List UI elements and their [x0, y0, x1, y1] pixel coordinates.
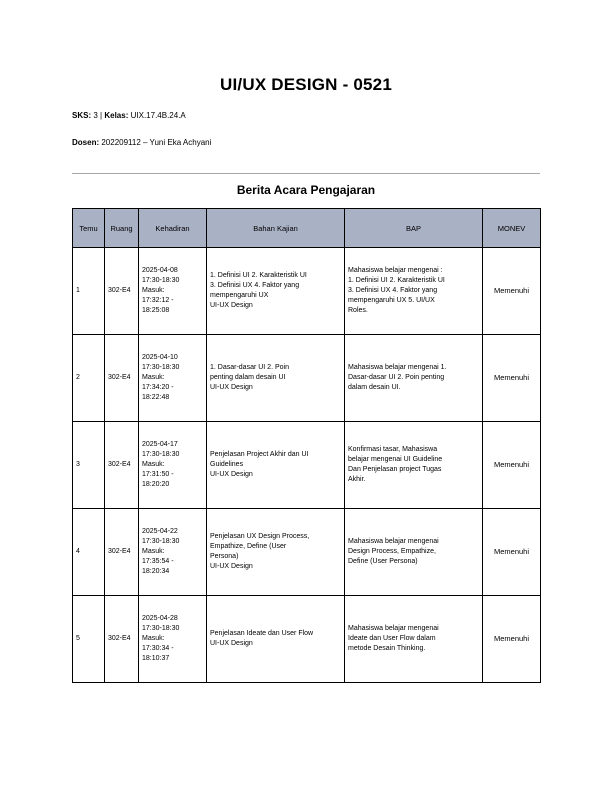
cell-bap [345, 248, 483, 335]
kehadiran-line: 17:34:20 - [142, 384, 174, 391]
kehadiran-line: 2025-04-10 [142, 354, 178, 361]
bap-line: Dan Penjelasan project Tugas [348, 466, 442, 473]
kehadiran-line: 18:20:20 [142, 481, 170, 488]
cell-kehadiran [139, 422, 207, 509]
cell-bahan-kajian [207, 248, 345, 335]
bap-line: dalam desain UI. [348, 384, 401, 391]
bap-line: Roles. [348, 307, 368, 314]
kehadiran-line: 17:30-18:30 [142, 625, 180, 632]
teaching-record-table [72, 208, 541, 683]
document-title: UI/UX DESIGN - 0521 [220, 75, 392, 94]
bahan-line: 1. Dasar-dasar UI 2. Poin [210, 364, 289, 371]
cell-bap [345, 422, 483, 509]
bap-line: Mahasiswa belajar mengenai [348, 625, 439, 632]
bahan-line: UI-UX Design [210, 384, 253, 391]
table-row [73, 335, 541, 422]
kehadiran-line: 2025-04-08 [142, 267, 178, 274]
bahan-line: Empathize, Define (User [210, 543, 287, 550]
kehadiran-line: 17:30-18:30 [142, 451, 180, 458]
cell-kehadiran [139, 596, 207, 683]
kehadiran-line: 17:30-18:30 [142, 538, 180, 545]
kehadiran-line: 2025-04-22 [142, 528, 178, 535]
bahan-line: 3. Definisi UX 4. Faktor yang [210, 282, 300, 289]
section-title: Berita Acara Pengajaran [236, 183, 376, 197]
bahan-line: Penjelasan UX Design Process, [210, 533, 310, 540]
kehadiran-line: 18:25:08 [142, 307, 170, 314]
dosen-label: Dosen: [72, 138, 100, 147]
bap-line: Konfirmasi tasar, Mahasiswa [348, 446, 438, 453]
bahan-line: Penjelasan Ideate dan User Flow [210, 630, 314, 637]
cell-bahan-kajian [207, 335, 345, 422]
cell-temu: 1 [73, 248, 105, 335]
header-bap: BAP [345, 209, 483, 248]
cell-temu: 3 [73, 422, 105, 509]
header-bahan-kajian: Bahan Kajian [207, 209, 345, 248]
kehadiran-line: 17:30-18:30 [142, 277, 180, 284]
bap-line: metode Desain Thinking. [348, 645, 426, 652]
bap-line: Dasar-dasar UI 2. Poin penting [348, 374, 445, 381]
bap-line: Mahasiswa belajar mengenai [348, 538, 439, 545]
cell-ruang: 302-E4 [105, 422, 139, 509]
cell-bahan-kajian [207, 422, 345, 509]
header-temu: Temu [73, 209, 105, 248]
cell-temu: 2 [73, 335, 105, 422]
kehadiran-line: 17:31:50 - [142, 471, 174, 478]
cell-bap [345, 596, 483, 683]
bahan-line: UI-UX Design [210, 640, 253, 647]
bap-line: Define (User Persona) [348, 558, 418, 565]
bahan-line: Guidelines [210, 461, 244, 468]
bahan-line: mempengaruhi UX [210, 292, 269, 299]
bahan-line: 1. Definisi UI 2. Karakteristik UI [210, 272, 307, 279]
kehadiran-line: Masuk: [142, 635, 165, 642]
bahan-line: UI-UX Design [210, 302, 253, 309]
kehadiran-line: 17:32:12 - [142, 297, 174, 304]
cell-monev: Memenuhi [483, 248, 541, 335]
kehadiran-line: Masuk: [142, 461, 165, 468]
kehadiran-line: 18:22:48 [142, 394, 170, 401]
cell-monev: Memenuhi [483, 509, 541, 596]
bap-line: Mahasiswa belajar mengenai : [348, 267, 443, 274]
bap-line: 3. Definisi UX 4. Faktor yang [348, 287, 438, 294]
course-meta [72, 111, 186, 120]
bahan-line: Persona) [210, 553, 239, 560]
kehadiran-line: 17:30:34 - [142, 645, 174, 652]
kehadiran-line: 2025-04-17 [142, 441, 178, 448]
bap-line: Design Process, Empathize, [348, 548, 436, 555]
cell-temu: 4 [73, 509, 105, 596]
header-monev: MONEV [483, 209, 541, 248]
bap-line: mempengaruhi UX 5. UI/UX [348, 297, 435, 304]
sks-label: SKS: [72, 111, 92, 120]
lecturer-meta [72, 138, 211, 147]
cell-ruang: 302-E4 [105, 509, 139, 596]
bap-line: Mahasiswa belajar mengenai 1. [348, 364, 447, 371]
bap-line: Ideate dan User Flow dalam [348, 635, 436, 642]
cell-kehadiran [139, 248, 207, 335]
bahan-line: UI-UX Design [210, 563, 253, 570]
cell-bap [345, 335, 483, 422]
cell-kehadiran [139, 509, 207, 596]
kehadiran-line: 18:10:37 [142, 655, 170, 662]
cell-monev: Memenuhi [483, 335, 541, 422]
kehadiran-line: Masuk: [142, 374, 165, 381]
kehadiran-line: 17:30-18:30 [142, 364, 180, 371]
cell-monev: Memenuhi [483, 422, 541, 509]
kelas-label: Kelas: [104, 111, 129, 120]
table-row [73, 596, 541, 683]
header-ruang: Ruang [105, 209, 139, 248]
bap-line: Akhir. [348, 476, 366, 483]
table-header-row [73, 209, 541, 248]
bap-line: belajar mengenai UI Guideline [348, 456, 443, 463]
meta-separator: | [100, 111, 103, 120]
bahan-line: penting dalam desain UI [210, 374, 286, 381]
cell-temu: 5 [73, 596, 105, 683]
kehadiran-line: 18:20:34 [142, 568, 170, 575]
cell-monev: Memenuhi [483, 596, 541, 683]
cell-bap [345, 509, 483, 596]
cell-bahan-kajian [207, 509, 345, 596]
kelas-value: UIX.17.4B.24.A [130, 111, 186, 120]
table-row [73, 248, 541, 335]
cell-kehadiran [139, 335, 207, 422]
kehadiran-line: Masuk: [142, 287, 165, 294]
cell-ruang: 302-E4 [105, 248, 139, 335]
section-divider [72, 173, 540, 174]
bap-line: 1. Definisi UI 2. Karakteristik UI [348, 277, 445, 284]
bahan-line: UI-UX Design [210, 471, 253, 478]
dosen-value: 202209112 – Yuni Eka Achyani [101, 138, 212, 147]
sks-value: 3 [93, 111, 98, 120]
cell-ruang: 302-E4 [105, 335, 139, 422]
table-row [73, 509, 541, 596]
cell-bahan-kajian [207, 596, 345, 683]
table-row [73, 422, 541, 509]
cell-ruang: 302-E4 [105, 596, 139, 683]
kehadiran-line: 2025-04-28 [142, 615, 178, 622]
bahan-line: Penjelasan Project Akhir dan UI [210, 451, 309, 458]
kehadiran-line: 17:35:54 - [142, 558, 174, 565]
kehadiran-line: Masuk: [142, 548, 165, 555]
header-kehadiran: Kehadiran [139, 209, 207, 248]
